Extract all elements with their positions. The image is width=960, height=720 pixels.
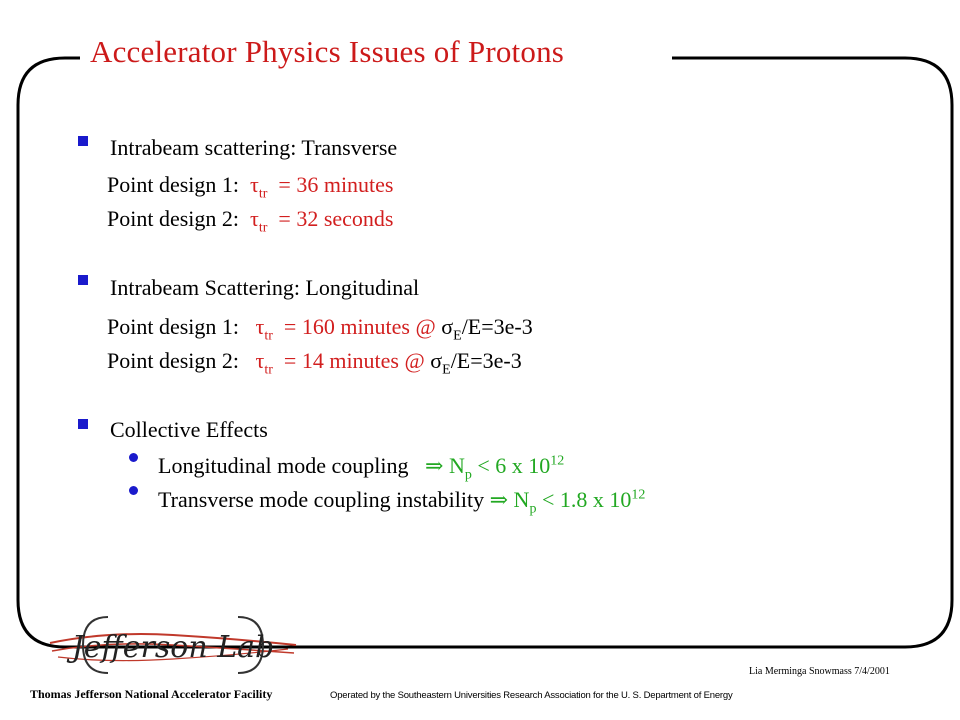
square-bullet-icon — [78, 419, 88, 429]
row-label: Point design 2: — [107, 348, 240, 373]
implies-arrow-icon: ⇒ — [425, 453, 444, 478]
row-tail: $\sigma_E/E=3e-3$ — [430, 348, 522, 378]
slide-title: Accelerator Physics Issues of Protons — [90, 34, 565, 69]
section-heading-collective: Collective Effects — [110, 417, 268, 442]
jefferson-lab-logo — [48, 605, 298, 685]
round-bullet-icon — [129, 453, 138, 462]
svg-text:Jefferson Lab: Jefferson Lab — [71, 630, 275, 665]
longitudinal-row-2 — [107, 348, 522, 378]
implies-arrow-icon: ⇒ — [489, 487, 509, 512]
row-value: $\tau_{tr} = 32$ seconds — [250, 206, 394, 236]
item-value: ⇒ $N_p < 1.8$ x $10^{12}$ — [489, 487, 646, 517]
row-value: $\tau_{tr} = 160$ minutes @ — [255, 314, 436, 344]
round-bullet-icon — [129, 486, 138, 495]
section-heading-longitudinal: Intrabeam Scattering: Longitudinal — [110, 275, 420, 300]
author-date: Lia Merminga Snowmass 7/4/2001 — [749, 666, 890, 677]
transverse-row-2 — [107, 206, 394, 236]
row-value: $\tau_{tr} = 14$ minutes @ — [255, 348, 425, 378]
operated-by-text: Operated by the Southeastern Universities Research Association for the U. S. Department of Energy — [330, 690, 733, 701]
row-label: Point design 2: — [107, 206, 240, 231]
section-heading-transverse: Intrabeam scattering: Transverse — [110, 135, 398, 160]
row-tail: $\sigma_E/E=3e-3$ — [441, 314, 533, 344]
longitudinal-row-1 — [107, 314, 533, 344]
lab-name: Thomas Jefferson National Accelerator Facility — [30, 687, 273, 701]
collective-item-2 — [158, 487, 646, 517]
item-text: Transverse mode coupling instability — [158, 487, 485, 512]
transverse-row-1 — [107, 172, 394, 202]
item-text: Longitudinal mode coupling — [158, 453, 409, 478]
row-value: $\tau_{tr} = 36$ minutes — [250, 172, 394, 202]
square-bullet-icon — [78, 275, 88, 285]
row-label: Point design 1: — [107, 172, 240, 197]
item-value: ⇒ $N_p < 6$ x $10^{12}$ — [425, 453, 565, 483]
collective-item-1 — [158, 453, 565, 483]
row-label: Point design 1: — [107, 314, 240, 339]
square-bullet-icon — [78, 136, 88, 146]
